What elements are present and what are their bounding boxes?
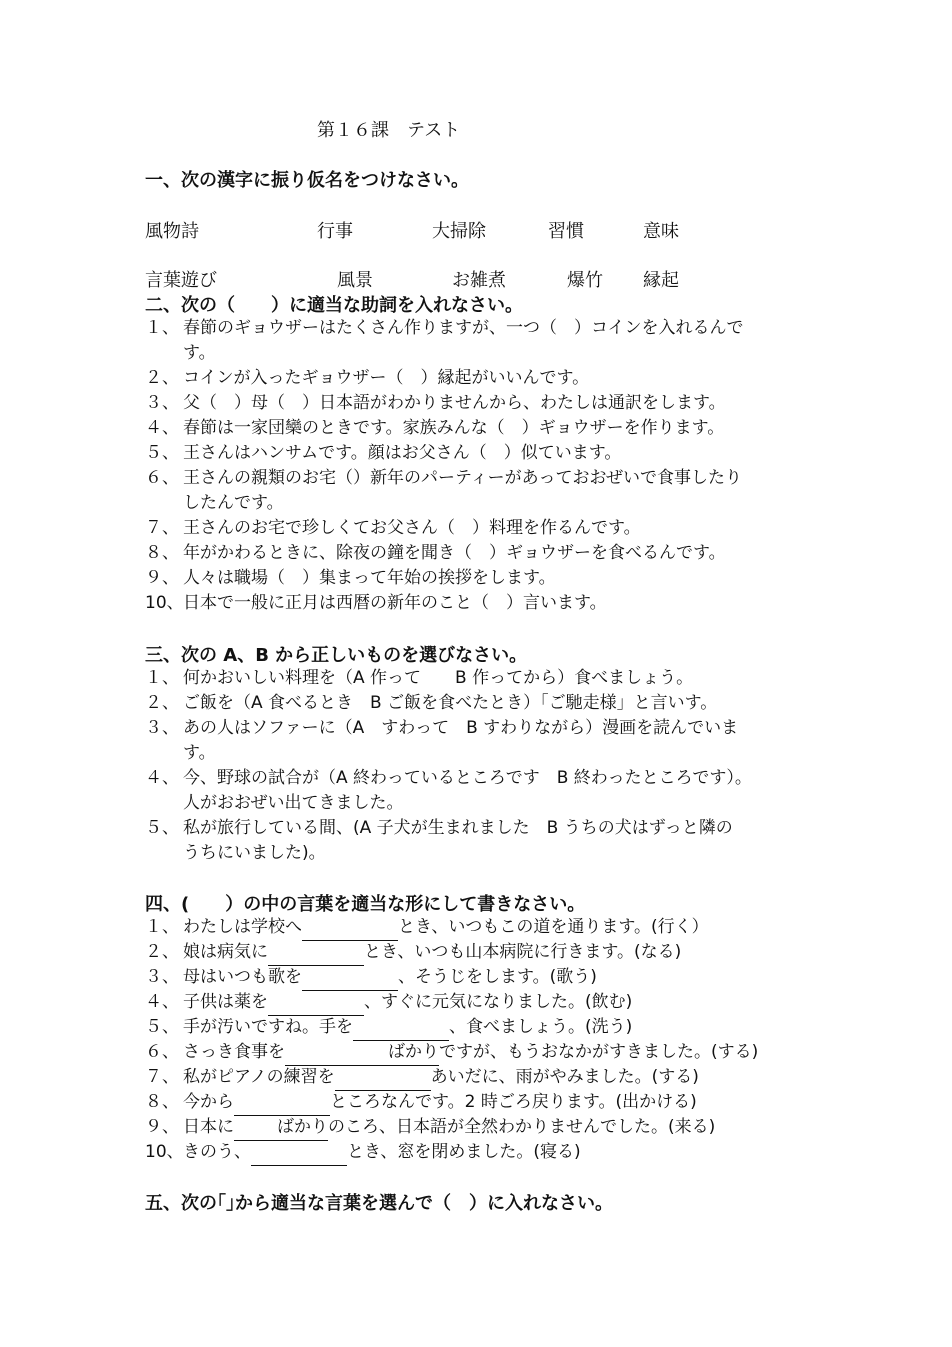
vocab-word: 大掃除: [432, 221, 486, 242]
section5-heading: 五、次の｢｣から適当な言葉を選んで（ ）に入れなさい。: [145, 1193, 613, 1214]
question-item: ６、 さっき食事を ばかりですが、もうおなかがすきました。(する): [145, 1040, 758, 1066]
question-item: 10、きのう、 とき、窓を閉めました。(寝る): [145, 1140, 581, 1166]
answer-blank[interactable]: [302, 915, 398, 941]
vocab-word: 行事: [317, 221, 353, 242]
question-item: ４、 今、野球の試合が（A 終わっているところです B 終わったところです）。: [145, 768, 752, 788]
question-continuation: したんです。: [183, 493, 284, 513]
page-title: 第１６課 テスト: [317, 120, 461, 141]
question-item: ９、 人々は職場（ ）集まって年始の挨拶をします。: [145, 568, 556, 588]
answer-blank[interactable]: [251, 1140, 347, 1166]
section4-heading: 四、( ）の中の言葉を適当な形にして書きなさい。: [145, 894, 586, 915]
question-continuation: す。: [183, 743, 216, 763]
question-item: ７、 私がピアノの練習を あいだに、雨がやみました。(する): [145, 1065, 699, 1091]
question-item: ３、 あの人はソファーに（A すわって B すわりながら）漫画を読んでいま: [145, 718, 739, 738]
vocab-word: 言葉遊び: [145, 270, 217, 291]
question-item: ５、 私が旅行している間、(A 子犬が生まれました B うちの犬はずっと隣の: [145, 818, 733, 838]
answer-blank[interactable]: [302, 965, 398, 991]
question-item: ３、 母はいつも歌を 、そうじをします。(歌う): [145, 965, 597, 991]
question-item: ６、 王さんの親類のお宅（）新年のパーティーがあっておおぜいで食事したり: [145, 468, 742, 488]
question-item: ５、 手が汚いですね。手を 、食べましょう。(洗う): [145, 1015, 632, 1041]
answer-blank[interactable]: [234, 1090, 330, 1116]
section1-heading: 一、次の漢字に振り仮名をつけなさい。: [145, 170, 469, 191]
question-item: １、 何かおいしい料理を（A 作って B 作ってから）食べましょう。: [145, 668, 694, 688]
vocab-word: 爆竹: [567, 270, 603, 291]
question-item: 10、日本で一般に正月は西暦の新年のこと（ ）言います。: [145, 593, 607, 613]
question-item: ２、 ご飯を（A 食べるとき B ご飯を食べたとき）「ご馳走様」と言いす。: [145, 693, 718, 713]
vocab-word: 縁起: [643, 270, 679, 291]
question-item: １、 わたしは学校へ とき、いつもこの道を通ります。(行く）: [145, 915, 709, 941]
section2-heading: 二、次の（ ）に適当な助詞を入れなさい。: [145, 295, 523, 316]
question-item: ２、 娘は病気に とき、いつも山本病院に行きます。(なる): [145, 940, 681, 966]
question-continuation: うちにいました)。: [183, 843, 326, 863]
vocab-word: 意味: [643, 221, 679, 242]
question-item: ７、 王さんのお宅で珍しくてお父さん（ ）料理を作るんです。: [145, 518, 641, 538]
answer-blank[interactable]: [353, 1015, 449, 1041]
vocab-word: 風景: [337, 270, 373, 291]
question-continuation: す。: [183, 343, 216, 363]
question-item: ２、 コインが入ったギョウザー（ ）縁起がいいんです。: [145, 368, 590, 388]
vocab-word: 風物詩: [145, 221, 199, 242]
vocab-word: お雑煮: [452, 270, 506, 291]
question-item: ８、 年がかわるときに、除夜の鐘を聞き（ ）ギョウザーを食べるんです。: [145, 543, 726, 563]
answer-blank[interactable]: ばかり: [234, 1115, 328, 1141]
question-item: ４、 春節は一家団欒のときです。家族みんな（ ）ギョウザーを作ります。: [145, 418, 725, 438]
question-item: ３、 父（ ）母（ ）日本語がわかりませんから、わたしは通訳をします。: [145, 393, 726, 413]
question-item: ４、 子供は薬を 、すぐに元気になりました。(飲む): [145, 990, 632, 1016]
answer-blank[interactable]: [268, 990, 364, 1016]
section3-heading: 三、次の A、B から正しいものを選びなさい。: [145, 645, 528, 666]
question-item: ５、 王さんはハンサムです。顔はお父さん（ ）似ています。: [145, 443, 622, 463]
question-item: １、 春節のギョウザーはたくさん作りますが、一つ（ ）コインを入れるんで: [145, 318, 744, 338]
question-item: ８、 今から ところなんです。2 時ごろ戻ります。(出かける): [145, 1090, 697, 1116]
question-continuation: 人がおおぜい出てきました。: [183, 793, 404, 813]
question-item: ９、 日本に ばかりのころ、日本語が全然わかりませんでした。(来る): [145, 1115, 715, 1141]
vocab-word: 習慣: [548, 221, 584, 242]
answer-blank[interactable]: [335, 1065, 431, 1091]
answer-blank[interactable]: ばかり: [285, 1040, 439, 1066]
answer-blank[interactable]: [268, 940, 364, 966]
